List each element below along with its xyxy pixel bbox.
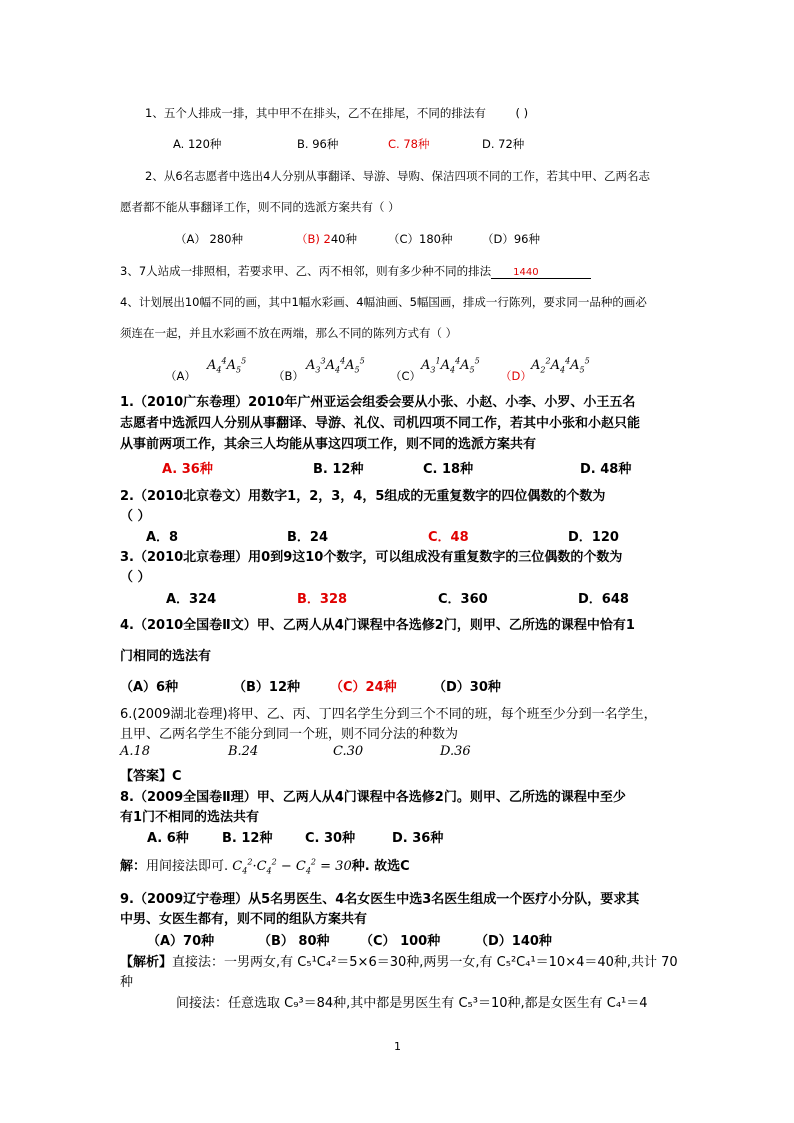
q4-line1: 4、计划展出10幅不同的画，其中1幅水彩画、4幅油画、5幅国画，排成一行陈列，要求同一品种的画必 (120, 295, 647, 309)
q4-option-a-label: （A） (165, 369, 196, 383)
p8-option-d: D. 36种 (392, 831, 444, 846)
q2-option-d: （D）96种 (482, 232, 540, 246)
q1-option-c: C. 78种 (388, 137, 430, 151)
p2-line1: 2.（2010北京卷文）用数字1，2，3，4，5组成的无重复数字的四位偶数的个数为 (120, 489, 606, 504)
p9-line1: 9.（2009辽宁卷理）从5名男医生、4名女医生中选3名医生组成一个医疗小分队，要求其 (120, 892, 640, 907)
p8-line1: 8.（2009全国卷Ⅱ理）甲、乙两人从4门课程中各选修2门。则甲、乙所选的课程中至少 (120, 790, 626, 805)
p3-option-a: A．324 (166, 592, 217, 607)
q4-option-c-expr: $A_3^1A_4^4A_5^5$ (421, 356, 480, 375)
p2-option-b: B．24 (287, 530, 328, 545)
p1-line2: 志愿者中选派四人分别从事翻译、导游、礼仪、司机四项不同工作，若其中小张和小赵只能 (120, 416, 641, 431)
p1-line3: 从事前两项工作，其余三人均能从事这四项工作，则不同的选派方案共有 (120, 437, 537, 452)
q1-stem: 1、五个人排成一排，其中甲不在排头，乙不在排尾，不同的排法有 ( ) (145, 106, 529, 120)
q4-option-c-label: （C） (390, 369, 422, 383)
p6-line1: 6.(2009湖北卷理)将甲、乙、丙、丁四名学生分到三个不同的班，每个班至少分到一名学生， (120, 707, 657, 722)
q2-option-a: （A） 280种 (175, 232, 243, 246)
p8-option-c: C. 30种 (305, 831, 356, 846)
p6-option-a: A.18 (120, 744, 151, 759)
q1-option-a: A. 120种 (173, 137, 222, 151)
p4-line1: 4.（2010全国卷Ⅱ文）甲、乙两人从4门课程中各选修2门，则甲、乙所选的课程中恰有1 (120, 618, 635, 633)
p6-answer: 【答案】C (120, 769, 182, 784)
p1-option-b: B. 12种 (313, 462, 364, 477)
p6-line2: 且甲、乙两名学生不能分到同一个班，则不同分法的种数为 (120, 727, 459, 742)
p9-option-a: （A）70种 (147, 934, 215, 949)
q2-option-b: （B) 240种 (296, 232, 357, 246)
p9-analysis-line1: 【解析】直接法：一男两女,有 C₅¹C₄²＝5×6＝30种,两男一女,有 C₅²C₄¹＝10×4＝40种,共计 70 (120, 955, 678, 970)
p9-analysis-line3: 间接法：任意选取 C₉³＝84种,其中都是男医生有 C₅³＝10种,都是女医生有 C₄¹＝4 (176, 996, 648, 1011)
p4-option-d: （D）30种 (433, 680, 501, 695)
p2-option-a: A．8 (146, 530, 179, 545)
p1-option-a: A. 36种 (162, 462, 213, 477)
p8-solution-formula: $C_4^2\cdot C_4^2 - C_4^2 = 30$ (232, 857, 352, 876)
p1-line1: 1.（2010广东卷理）2010年广州亚运会组委会要从小张、小赵、小李、小罗、小王五名 (120, 395, 636, 410)
q4-line2: 须连在一起，并且水彩画不放在两端，那么不同的陈列方式有（ ） (120, 326, 458, 340)
q3-stem: 3、7人站成一排照相，若要求甲、乙、丙不相邻，则有多少种不同的排法 1440 (120, 263, 591, 279)
p2-line2: （ ） (120, 509, 151, 524)
q1-option-b: B. 96种 (297, 137, 339, 151)
q4-option-b-label: （B） (273, 369, 304, 383)
q1-option-d: D. 72种 (482, 137, 525, 151)
page-number: 1 (394, 1040, 401, 1053)
p8-option-b: B. 12种 (222, 831, 273, 846)
p9-option-c: （C） 100种 (360, 934, 441, 949)
q4-option-d-label: （D） (500, 369, 532, 383)
p6-option-c: C.30 (333, 744, 364, 759)
p9-option-d: （D）140种 (475, 934, 552, 949)
q2-option-c: （C）180种 (388, 232, 453, 246)
q4-option-a-expr: $A_4^4A_5^5$ (207, 356, 247, 375)
p2-option-c: C．48 (428, 530, 469, 545)
q4-option-b-expr: $A_3^3A_4^4A_5^5$ (306, 356, 365, 375)
p6-option-b: B.24 (228, 744, 259, 759)
p9-line2: 中男、女医生都有，则不同的组队方案共有 (120, 912, 368, 927)
p4-line2: 门相同的选法有 (120, 649, 212, 664)
p4-option-a: （A）6种 (120, 680, 179, 695)
p1-option-c: C. 18种 (423, 462, 474, 477)
p8-line2: 有1门不相同的选法共有 (120, 810, 260, 825)
p1-option-d: D. 48种 (580, 462, 632, 477)
p8-solution: 解：用间接法即可. $C_4^2\cdot C_4^2 - C_4^2 = 30$种. 故选C (120, 857, 410, 876)
q3-answer-blank: 1440 (491, 264, 591, 279)
p6-option-d: D.36 (440, 744, 471, 759)
p3-option-c: C．360 (438, 592, 488, 607)
p3-line2: （ ） (120, 570, 151, 585)
p3-option-d: D．648 (578, 592, 629, 607)
p3-line1: 3.（2010北京卷理）用0到9这10个数字，可以组成没有重复数字的三位偶数的个数为 (120, 550, 623, 565)
q2-line1: 2、从6名志愿者中选出4人分别从事翻译、导游、导购、保洁四项不同的工作，若其中甲、乙两名志 (145, 169, 650, 183)
p9-option-b: （B） 80种 (258, 934, 330, 949)
p9-analysis-line2: 种 (120, 975, 134, 990)
p4-option-c: （C）24种 (330, 680, 397, 695)
p3-option-b: B．328 (297, 592, 348, 607)
p2-option-d: D．120 (568, 530, 619, 545)
q4-option-d-expr: $A_2^2A_4^4A_5^5$ (531, 356, 590, 375)
q2-line2: 愿者都不能从事翻译工作，则不同的选派方案共有（ ） (120, 200, 400, 214)
p4-option-b: （B）12种 (233, 680, 300, 695)
p8-option-a: A. 6种 (147, 831, 189, 846)
